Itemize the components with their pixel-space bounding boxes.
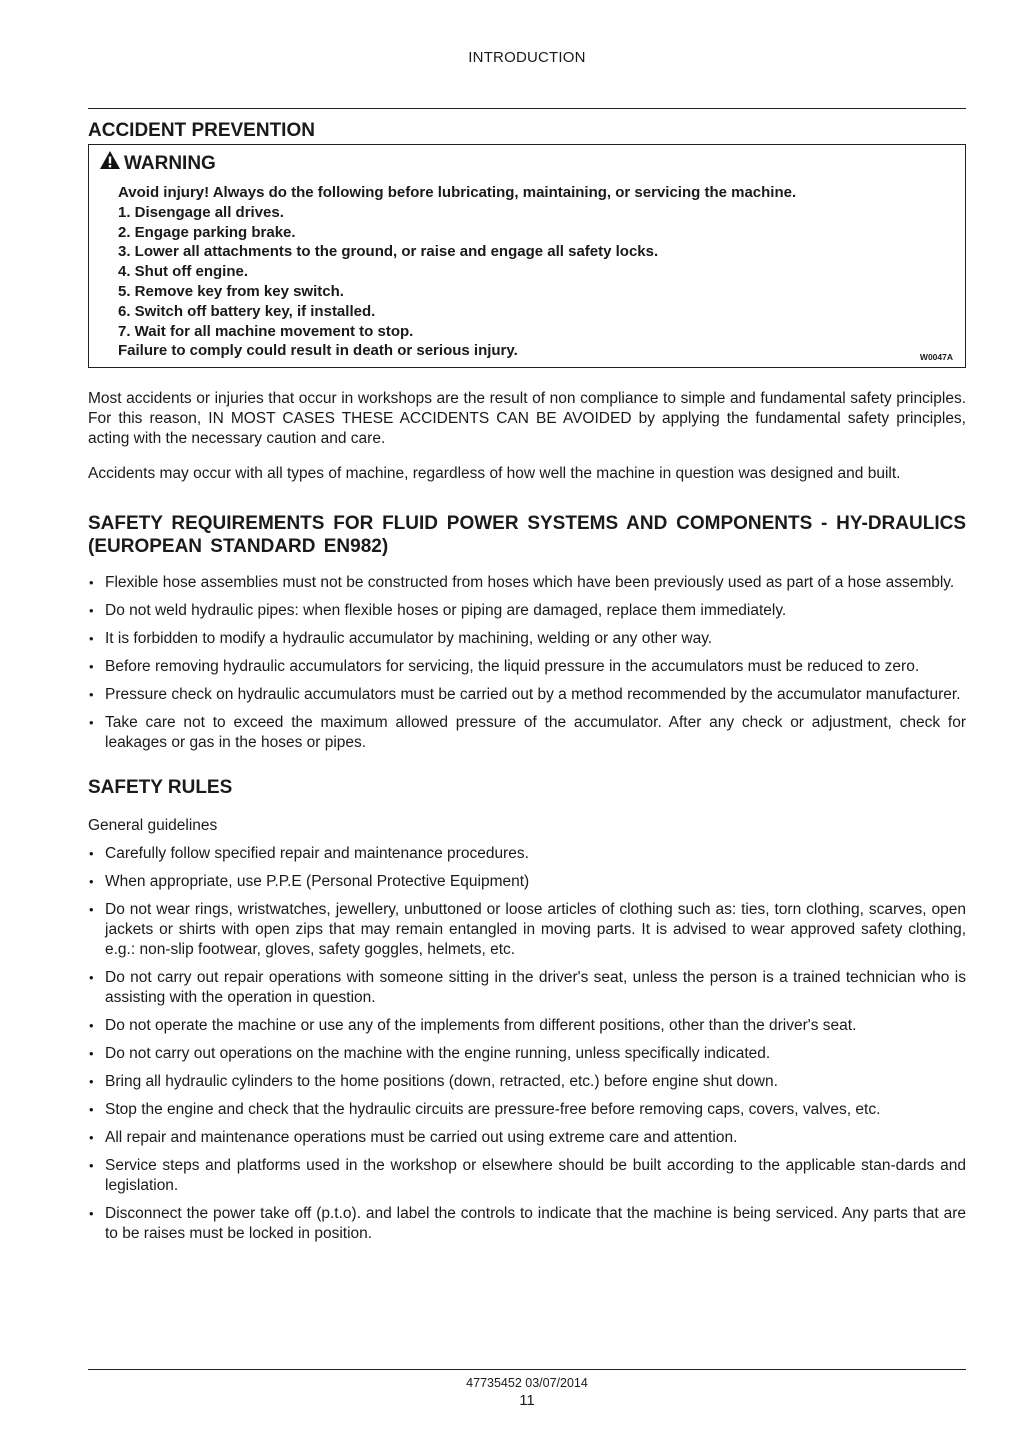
page-number: 11 xyxy=(519,1392,535,1409)
warning-step: 4. Shut off engine. xyxy=(118,263,248,281)
list-item: • Do not carry out repair operations with someone sitting in the driver's seat, unless the person is a trained technician who is assisting with the operation in question. xyxy=(88,968,966,1008)
warning-intro: Avoid injury! Always do the following before lubricating, maintaining, or servicing the machine. xyxy=(118,184,797,201)
warning-step: 6. Switch off battery key, if installed. xyxy=(118,302,376,320)
document-page xyxy=(88,0,966,1448)
warning-step: 2. Engage parking brake. xyxy=(118,223,296,241)
warning-closing: Failure to comply could result in death or serious injury. xyxy=(118,342,518,360)
section-heading-safety-rules: SAFETY RULES xyxy=(88,777,233,798)
bottom-rule xyxy=(88,1369,966,1370)
list-item: • All repair and maintenance operations must be carried out using extreme care and attention. xyxy=(88,1128,966,1148)
warning-title-text: WARNING xyxy=(124,152,216,174)
list-item: • Take care not to exceed the maximum allowed pressure of the accumulator. After any check or adjustment, check for leakages or gas in the hoses or pipes. xyxy=(88,713,966,753)
warning-box xyxy=(88,144,966,368)
top-rule xyxy=(88,108,966,109)
paragraph: Accidents may occur with all types of machine, regardless of how well the machine in question was designed and built. xyxy=(88,465,901,482)
list-item: • Disconnect the power take off (p.t.o). and label the controls to indicate that the machine is being serviced. Any parts that are to be raises must be locked in position. xyxy=(88,1204,966,1244)
list-item: • Do not carry out operations on the machine with the engine running, unless specifically indicated. xyxy=(88,1044,966,1064)
warning-step: 7. Wait for all machine movement to stop. xyxy=(118,322,414,340)
footer-doc-id: 47735452 03/07/2014 xyxy=(466,1376,588,1390)
list-item: • Carefully follow specified repair and maintenance procedures. xyxy=(88,844,966,864)
list-item: • Service steps and platforms used in the workshop or elsewhere should be built according to the applicable stan-dards and legislation. xyxy=(88,1156,966,1196)
fluid-power-list xyxy=(88,573,966,753)
list-item: • Do not weld hydraulic pipes: when flexible hoses or piping are damaged, replace them immediately. xyxy=(88,601,966,621)
section-heading-fluid-power: SAFETY REQUIREMENTS FOR FLUID POWER SYSTEMS AND COMPONENTS - HY-DRAULICS (EUROPEAN STANDARD EN982) xyxy=(88,513,966,557)
warning-step: 3. Lower all attachments to the ground, or raise and engage all safety locks. xyxy=(118,243,659,261)
list-item: • Do not wear rings, wristwatches, jewellery, unbuttoned or loose articles of clothing such as: ties, torn clothing, scarves, open jackets or shirts with open zips that may remain entangled in moving parts. It is advised to wear approved safety clothing, e.g.: non-slip footwear, gloves, safety goggles, helmets, etc. xyxy=(88,900,966,960)
list-item: • Pressure check on hydraulic accumulators must be carried out by a method recommended by the accumulator manufacturer. xyxy=(88,685,966,705)
list-item: • Do not operate the machine or use any of the implements from different positions, other than the driver's seat. xyxy=(88,1016,966,1036)
warning-title xyxy=(99,150,955,177)
warning-step: 5. Remove key from key switch. xyxy=(118,282,344,300)
list-item: • Before removing hydraulic accumulators for servicing, the liquid pressure in the accumulators must be reduced to zero. xyxy=(88,657,966,677)
list-item: • Flexible hose assemblies must not be constructed from hoses which have been previously used as part of a hose assembly. xyxy=(88,573,966,593)
list-item: • It is forbidden to modify a hydraulic accumulator by machining, welding or any other way. xyxy=(88,629,966,649)
subheading: General guidelines xyxy=(88,817,218,834)
warning-triangle-icon xyxy=(99,150,124,177)
section-heading-accident-prevention: ACCIDENT PREVENTION xyxy=(88,120,315,141)
warning-body xyxy=(118,183,955,361)
warning-code: W0047A xyxy=(919,352,953,362)
paragraph: Most accidents or injuries that occur in workshops are the result of non compliance to simple and fundamental safety principles. For this reason, IN MOST CASES THESE ACCIDENTS CAN BE AVOIDED by applying the fundamental safety principles, acting with the necessary caution and care. xyxy=(88,390,966,447)
page-content xyxy=(88,119,966,1244)
warning-step: 1. Disengage all drives. xyxy=(118,203,284,221)
safety-rules-list xyxy=(88,844,966,1244)
running-head: INTRODUCTION xyxy=(468,49,586,66)
list-item: • Bring all hydraulic cylinders to the home positions (down, retracted, etc.) before engine shut down. xyxy=(88,1072,966,1092)
list-item: • Stop the engine and check that the hydraulic circuits are pressure-free before removing caps, covers, valves, etc. xyxy=(88,1100,966,1120)
list-item: • When appropriate, use P.P.E (Personal Protective Equipment) xyxy=(88,872,966,892)
